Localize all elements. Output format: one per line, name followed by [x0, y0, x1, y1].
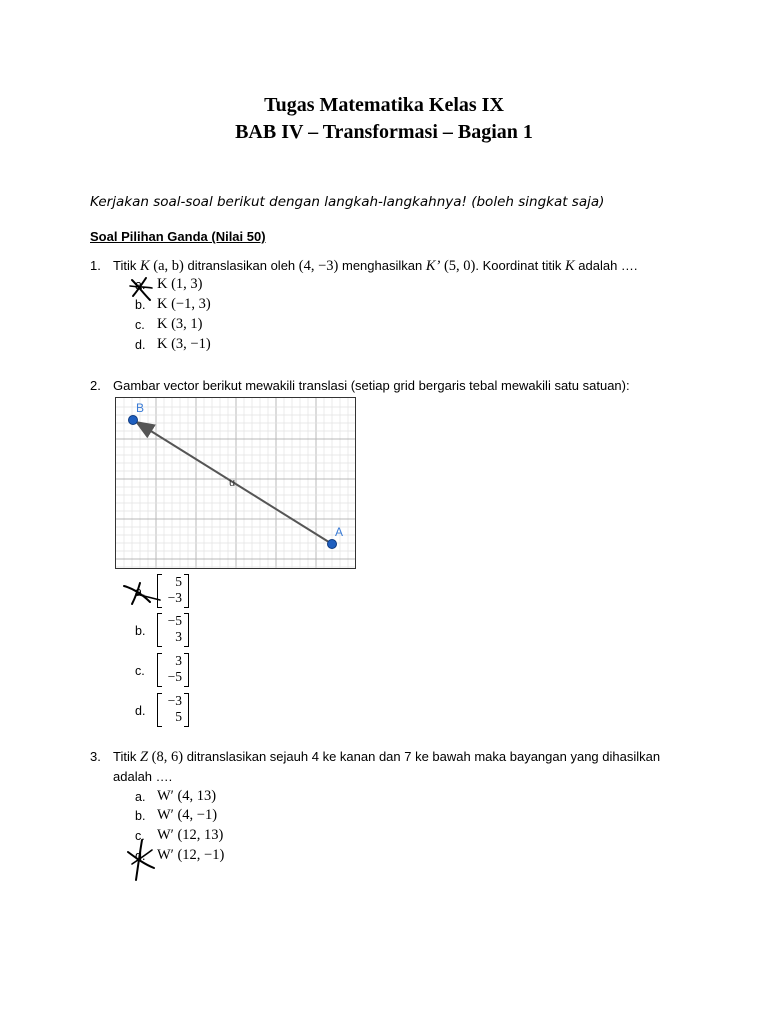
q2-option-c-top: 3 — [175, 653, 182, 668]
point-b-label: B — [136, 401, 145, 415]
q2-option-d-top: −3 — [167, 693, 182, 708]
q2-option-c-vector — [157, 653, 189, 687]
vector-u-label: u — [229, 477, 236, 489]
q3-text-line2: adalah …. — [113, 769, 173, 784]
q1-text: Titik K (a, b) ditranslasikan oleh (4, −3) menghasilkan K’ (5, 0). Koordinat titik K adalah …. — [113, 258, 638, 274]
q3-option-d-label: d. — [135, 849, 146, 863]
q1-option-d-value: K (3, −1) — [157, 336, 211, 352]
q3-option-b-value: W′ (4, −1) — [157, 807, 218, 823]
page-title: Tugas Matematika Kelas IX — [264, 94, 504, 116]
q2-option-a-top: 5 — [175, 574, 182, 589]
q2-number: 2. — [90, 378, 101, 393]
point-a — [328, 540, 337, 549]
section-title: Soal Pilihan Ganda (Nilai 50) — [90, 229, 266, 244]
q2-option-a-label: a. — [135, 585, 146, 599]
instruction-text: Kerjakan soal-soal berikut dengan langkah-langkahnya! (boleh singkat saja) — [90, 194, 605, 210]
q2-option-d-vector — [157, 693, 189, 727]
q3-option-c-value: W′ (12, 13) — [157, 827, 224, 843]
q2-option-c-bottom: −5 — [167, 669, 182, 684]
point-a-label: A — [335, 525, 344, 539]
q1-option-a-label: a. — [135, 278, 146, 292]
q3-text: Titik Z (8, 6) ditranslasikan sejauh 4 ke kanan dan 7 ke bawah maka bayangan yang dihasilkan — [113, 749, 661, 765]
point-b — [129, 416, 138, 425]
page-subtitle: BAB IV – Transformasi – Bagian 1 — [235, 121, 533, 143]
q2-option-d-bottom: 5 — [175, 709, 182, 724]
q2-option-c-label: c. — [135, 664, 145, 678]
q1-option-d-label: d. — [135, 338, 146, 352]
q1-number: 1. — [90, 258, 101, 273]
q1-answer-cross-mark — [128, 276, 158, 302]
q3-option-d-value: W′ (12, −1) — [157, 847, 225, 863]
q3-option-a-value: W′ (4, 13) — [157, 788, 217, 804]
q2-option-b-vector — [157, 613, 189, 647]
q2-option-b-label: b. — [135, 624, 146, 638]
q3-option-a-label: a. — [135, 790, 146, 804]
q1-option-b-value: K (−1, 3) — [157, 296, 211, 312]
q2-answer-cross-mark — [122, 580, 162, 608]
q3-answer-cross-mark — [126, 838, 158, 882]
vector-grid-graph — [115, 397, 356, 569]
q3-option-c-label: c. — [135, 829, 145, 843]
q1-option-a-value: K (1, 3) — [157, 276, 203, 292]
q3-option-b-label: b. — [135, 809, 146, 823]
q1-option-b-label: b. — [135, 298, 146, 312]
q2-option-d-label: d. — [135, 704, 146, 718]
q3-number: 3. — [90, 749, 101, 764]
q1-option-c-value: K (3, 1) — [157, 316, 203, 332]
q1-option-c-label: c. — [135, 318, 145, 332]
q2-text: Gambar vector berikut mewakili translasi (setiap grid bergaris tebal mewakili satu satuan): — [113, 378, 630, 393]
q2-option-b-top: −5 — [167, 613, 182, 628]
q2-option-b-bottom: 3 — [175, 629, 182, 644]
q2-option-a-bottom: −3 — [167, 590, 182, 605]
